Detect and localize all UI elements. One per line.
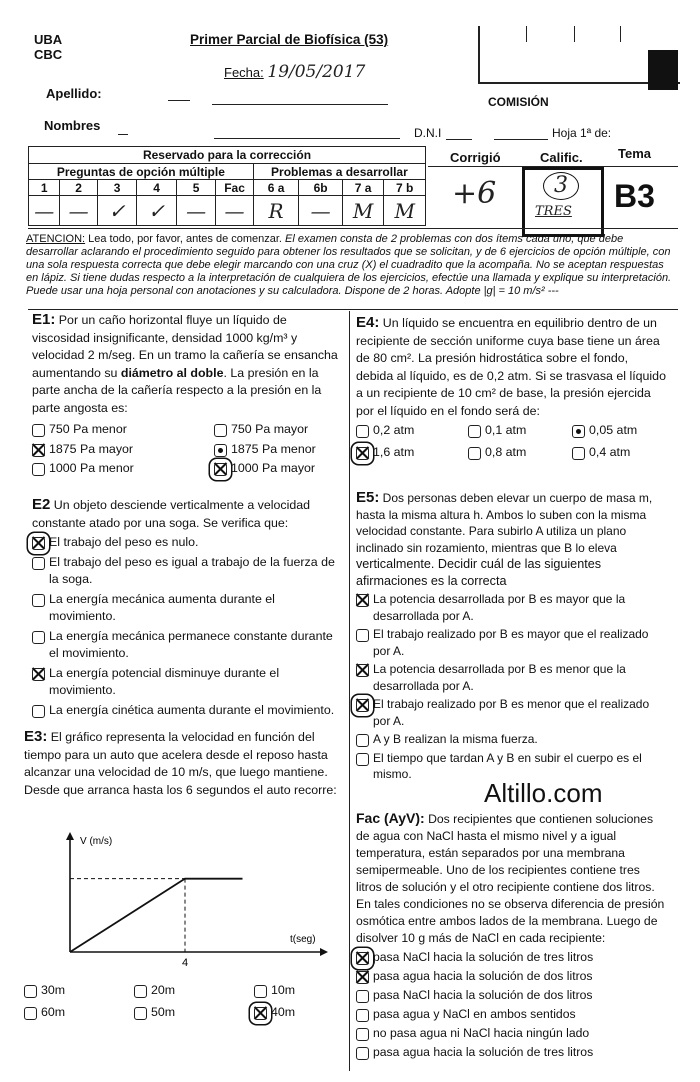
- option-label: pasa agua hacia la solución de dos litros: [373, 969, 593, 983]
- e3-option[interactable]: [254, 1004, 342, 1022]
- checkbox[interactable]: [32, 463, 45, 476]
- e5-option[interactable]: [356, 696, 666, 729]
- checkbox[interactable]: [356, 1009, 369, 1022]
- checkbox[interactable]: [134, 1007, 147, 1020]
- checkbox[interactable]: [134, 985, 147, 998]
- fac-text: Dos recipientes que contienen soluciones de agua con NaCl hasta el mismo nivel y a igual temperatura, están separados por una membrana semipermeable. Uno de los recipientes contiene tres litros de solución y el otro recipiente contiene dos litros. En tales condiciones no se observa diferencia de presión osmótica entre ambos lados de la membrana. Luego de disolver 10 g más de NaCl en cada recipiente:: [356, 812, 665, 945]
- option-label: 1000 Pa menor: [49, 461, 134, 475]
- e2-label: E2: [32, 496, 51, 513]
- mc-header: Preguntas de opción múltiple: [29, 164, 254, 180]
- checkbox[interactable]: [32, 557, 45, 570]
- calific-label: Calific.: [540, 150, 583, 165]
- velocity-chart: [40, 826, 340, 976]
- option-label: 50m: [151, 1004, 176, 1019]
- tema-label: Tema: [618, 146, 651, 161]
- e2-option[interactable]: [32, 665, 342, 700]
- option-label: 20m: [151, 983, 176, 997]
- mark-5: —: [176, 196, 215, 226]
- grading-table: [28, 146, 426, 228]
- checkbox[interactable]: [254, 985, 267, 998]
- checkbox[interactable]: [356, 753, 369, 766]
- option-label: pasa agua hacia la solución de tres litros: [373, 1045, 594, 1059]
- option-label: El trabajo del peso es igual a trabajo de la fuerza de la soga.: [49, 554, 335, 586]
- e3-option[interactable]: [134, 1004, 254, 1022]
- e1-text-a: Por un caño horizontal fluye un líquido de viscosidad insignificante, densidad 1000 kg/m³ y velocidad 2 m/seg. En un tramo la cañería se ensancha aumentando su: [32, 313, 338, 380]
- notice: [26, 233, 676, 298]
- checkbox[interactable]: [356, 1047, 369, 1060]
- option-label: 0,1 atm: [485, 423, 527, 437]
- fecha-row: [224, 62, 365, 82]
- e1-option[interactable]: [214, 421, 342, 439]
- checkbox[interactable]: [32, 705, 45, 718]
- e2-option[interactable]: [32, 554, 342, 589]
- option-label: La energía mecánica aumenta durante el movimiento.: [49, 591, 275, 623]
- fac-block: [356, 810, 668, 1061]
- e3-option[interactable]: [254, 982, 342, 1000]
- e1-option[interactable]: [214, 460, 342, 478]
- e5-option[interactable]: [356, 591, 666, 624]
- checkbox-dotted[interactable]: [572, 425, 585, 438]
- option-label: 750 Pa menor: [49, 422, 127, 436]
- checkbox-dotted[interactable]: [214, 444, 227, 457]
- checkbox-crossed[interactable]: [356, 594, 369, 607]
- e5-block: [356, 490, 666, 783]
- tema-value: B3: [614, 178, 655, 214]
- fac-label: Fac (AyV):: [356, 810, 425, 826]
- checkbox-crossed[interactable]: [32, 668, 45, 681]
- y-axis-label: V (m/s): [80, 836, 113, 847]
- e3-option[interactable]: [24, 982, 134, 1000]
- mark-4: ✓: [137, 196, 176, 226]
- e4-block: [356, 314, 666, 461]
- option-label: El tiempo que tardan A y B en subir el cuerpo es el mismo.: [373, 750, 642, 781]
- comision-label: COMISIÓN: [488, 95, 549, 109]
- col-6b: 6b: [299, 180, 343, 196]
- fac-option[interactable]: [356, 949, 668, 966]
- notice-heading: ATENCION:: [26, 233, 86, 245]
- e2-option[interactable]: [32, 591, 342, 626]
- option-label: 1,6 atm: [373, 444, 415, 459]
- e4-options: [356, 420, 666, 461]
- option-label: 0,8 atm: [485, 444, 527, 459]
- col-fac: Fac: [216, 180, 253, 196]
- mark-1: —: [29, 196, 60, 226]
- option-label: La potencia desarrollada por B es menor que la desarrollada por A.: [373, 662, 626, 693]
- checkbox[interactable]: [32, 631, 45, 644]
- calific-value: 3: [543, 172, 579, 200]
- option-label: 750 Pa mayor: [231, 422, 309, 436]
- fac-option[interactable]: [356, 1025, 668, 1042]
- e1-option[interactable]: [32, 460, 214, 478]
- redaction-box: [648, 50, 678, 90]
- mark-7a: M: [342, 196, 384, 226]
- e4-option[interactable]: [468, 444, 572, 462]
- e1-label: E1:: [32, 311, 56, 328]
- notice-lead: Lea todo, por favor, antes de comenzar.: [85, 233, 286, 245]
- fecha-value: 19/05/2017: [267, 62, 366, 82]
- checkbox-crossed[interactable]: [356, 664, 369, 677]
- e4-text: Un líquido se encuentra en equilibrio dentro de un recipiente de sección uniforme cuya base tiene un área de 80 cm². La presión hidrostática sobre el fondo, debida al líquido, es de 0,2 atm. Si se trasvasa el líquido a un recipiente de 10 cm² de base, la presión ejercida por el líquido en el fondo será de:: [356, 316, 666, 418]
- option-label: 0,05 atm: [589, 423, 638, 437]
- checkbox[interactable]: [32, 424, 45, 437]
- notice-body: El examen consta de 2 problemas con dos ítems cada uno, que debe desarrollar aclarando el procedimiento seguido para obtener los resultados que se solicitan, y de 6 ejercicios de opción múltiple, con una sola respuesta correcta que debe elegir marcando con una cruz (X) el cuadradito que la acompaña. No se aceptan respuestas en lápiz. Si tiene dudas respecto a la interpretación de cualquiera de los ejercicios, efectúe una llamada y explique su interpretación. Puede usar una hoja personal con anotaciones y su calculadora. Dispone de 2 horas. Adopte |g| = 10 m/s² ---: [26, 233, 672, 297]
- checkbox[interactable]: [356, 734, 369, 747]
- fac-option[interactable]: [356, 968, 668, 985]
- mark-fac: —: [216, 196, 253, 226]
- option-label: 30m: [41, 983, 66, 997]
- checkbox[interactable]: [356, 990, 369, 1003]
- e1-bold: diámetro al doble: [120, 365, 224, 380]
- reservado-label: Reservado para la corrección: [29, 147, 426, 164]
- fac-option[interactable]: [356, 1044, 668, 1061]
- checkbox-selected[interactable]: [254, 1007, 267, 1020]
- checkbox-selected[interactable]: [356, 699, 369, 712]
- e1-option[interactable]: [32, 441, 214, 459]
- e3-option[interactable]: [134, 982, 254, 1000]
- option-label: no pasa agua ni NaCl hacia ningún lado: [373, 1026, 590, 1040]
- option-label: 1875 Pa mayor: [49, 441, 134, 456]
- checkbox-crossed[interactable]: [356, 971, 369, 984]
- checkbox-selected[interactable]: [32, 537, 45, 550]
- e3-text: El gráfico representa la velocidad en función del tiempo para un auto que acelera desde el reposo hasta alcanzar una velocidad de 10 m/s, que luego mantiene. Desde que arranca hasta los 6 segundos el auto recorre:: [24, 730, 337, 797]
- col-7a: 7 a: [342, 180, 384, 196]
- option-label: El trabajo realizado por B es menor que el realizado por A.: [373, 697, 650, 728]
- calific-box: [522, 167, 604, 237]
- exam-title: Primer Parcial de Biofísica (53): [190, 32, 389, 47]
- e2-option[interactable]: [32, 628, 342, 663]
- e4-option[interactable]: [572, 444, 672, 462]
- e5-option[interactable]: [356, 661, 666, 694]
- e2-block: [32, 496, 342, 719]
- mark-7b: M: [384, 196, 426, 226]
- option-label: El trabajo realizado por B es mayor que el realizado por A.: [373, 627, 649, 658]
- checkbox[interactable]: [572, 447, 585, 460]
- col-6a: 6 a: [253, 180, 299, 196]
- e5-text-b: verticalmente. Decidir cuál de las siguientes afirmaciones es la correcta: [356, 557, 601, 588]
- nombres-label: Nombres: [44, 118, 101, 133]
- x-axis-label: t(seg): [290, 934, 316, 945]
- col-4: 4: [137, 180, 176, 196]
- x-axis-arrow: [320, 948, 328, 956]
- e1-block: [32, 311, 342, 478]
- apellido-label: Apellido:: [46, 86, 102, 101]
- institution: [34, 32, 62, 62]
- hoja-label: Hoja 1ª de:: [552, 126, 612, 140]
- option-label: La energía mecánica permanece constante durante el movimiento.: [49, 628, 333, 660]
- option-label: pasa agua y NaCl en ambos sentidos: [373, 1007, 576, 1021]
- e3-options: [24, 980, 342, 1021]
- option-label: La potencia desarrollada por B es mayor que la desarrollada por A.: [373, 592, 626, 623]
- option-label: 10m: [271, 983, 296, 997]
- option-label: La energía potencial disminuye durante el movimiento.: [49, 665, 280, 697]
- e4-option[interactable]: [468, 422, 572, 440]
- option-label: pasa NaCl hacia la solución de dos litros: [373, 988, 593, 1002]
- e4-option[interactable]: [356, 444, 468, 462]
- checkbox[interactable]: [356, 629, 369, 642]
- e5-text-a: Dos personas deben elevar un cuerpo de masa m, hasta la misma altura h. Ambos lo suben con la misma velocidad constante. Para subirlo A utiliza un plano inclinado sin rozamiento, mientras que B lo eleva: [356, 491, 653, 555]
- corrigio-label: Corrigió: [450, 150, 501, 165]
- col-5: 5: [176, 180, 215, 196]
- e4-option[interactable]: [572, 422, 672, 440]
- e1-option[interactable]: [214, 441, 342, 459]
- option-label: 0,4 atm: [589, 444, 631, 459]
- option-label: 60m: [41, 1004, 66, 1019]
- dev-header: Problemas a desarrollar: [253, 164, 425, 180]
- e2-text: Un objeto desciende verticalmente a velocidad constante atado por una soga. Se verifica que:: [32, 498, 311, 530]
- velocity-series-line: [70, 879, 243, 952]
- e3-block: [24, 728, 342, 799]
- option-label: 40m: [271, 1004, 296, 1019]
- mark-6a: R: [253, 196, 299, 226]
- col-3: 3: [97, 180, 136, 196]
- checkbox[interactable]: [356, 1028, 369, 1041]
- checkbox[interactable]: [24, 985, 37, 998]
- corrigio-value: +6: [452, 176, 497, 211]
- e5-label: E5:: [356, 489, 380, 506]
- e5-option[interactable]: [356, 626, 666, 659]
- option-label: A y B realizan la misma fuerza.: [373, 732, 538, 746]
- checkbox[interactable]: [356, 425, 369, 438]
- calific-word: TRES: [535, 204, 572, 219]
- checkbox[interactable]: [468, 447, 481, 460]
- watermark: Altillo.com: [484, 778, 603, 808]
- checkbox-selected[interactable]: [356, 952, 369, 965]
- checkbox[interactable]: [32, 594, 45, 607]
- x-tick-label: 4: [182, 957, 189, 969]
- checkbox[interactable]: [468, 425, 481, 438]
- e2-option[interactable]: [32, 702, 342, 720]
- e1-option[interactable]: [32, 421, 214, 439]
- checkbox-crossed[interactable]: [32, 444, 45, 457]
- e3-label: E3:: [24, 728, 48, 745]
- y-axis-arrow: [66, 832, 74, 840]
- uba-label: UBA: [34, 32, 63, 47]
- option-label: 1875 Pa menor: [231, 441, 316, 456]
- checkbox[interactable]: [214, 424, 227, 437]
- e1-text-b: . La presión en la parte ancha de la cañería respecto a la presión en la parte angosta es:: [32, 365, 322, 415]
- fac-option[interactable]: [356, 987, 668, 1004]
- col-2: 2: [60, 180, 97, 196]
- checkbox-selected[interactable]: [356, 447, 369, 460]
- checkbox-selected[interactable]: [214, 463, 227, 476]
- e4-option[interactable]: [356, 422, 468, 440]
- cbc-label: CBC: [34, 47, 63, 62]
- fac-option[interactable]: [356, 1006, 668, 1023]
- option-label: 0,2 atm: [373, 423, 415, 437]
- e4-label: E4:: [356, 314, 380, 331]
- mark-2: —: [60, 196, 97, 226]
- e5-option[interactable]: [356, 731, 666, 748]
- option-label: 1000 Pa mayor: [231, 461, 316, 475]
- fecha-label: Fecha:: [224, 65, 264, 80]
- mark-6b: —: [299, 196, 343, 226]
- e3-option[interactable]: [24, 1004, 134, 1022]
- checkbox[interactable]: [24, 1007, 37, 1020]
- e1-options: [32, 419, 342, 478]
- option-label: pasa NaCl hacia la solución de tres litros: [373, 950, 594, 964]
- col-7b: 7 b: [384, 180, 426, 196]
- mark-3: ✓: [97, 196, 136, 226]
- option-label: El trabajo del peso es nulo.: [49, 535, 199, 549]
- option-label: La energía cinética aumenta durante el movimiento.: [49, 702, 335, 717]
- col-1: 1: [29, 180, 60, 196]
- e2-option[interactable]: [32, 534, 342, 552]
- dni-label: D.N.I: [414, 126, 442, 140]
